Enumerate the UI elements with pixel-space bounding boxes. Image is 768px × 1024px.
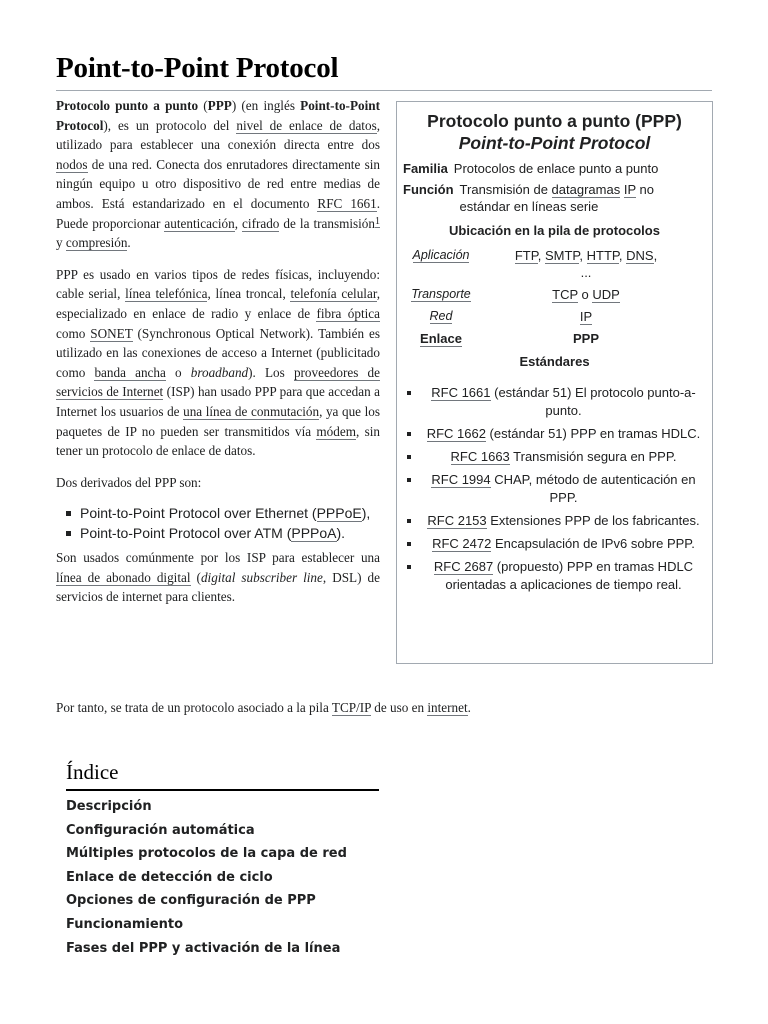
link-ip[interactable]: IP [623,182,636,197]
link-modem[interactable]: módem [316,423,356,439]
intro-paragraph [56,96,380,253]
summary-paragraph [56,698,716,717]
list-item [407,448,706,466]
infobox-funcion-row [397,181,712,215]
text: Encapsulación de IPv6 sobre PPP. [491,536,695,551]
link-rfc[interactable]: RFC 2153 [427,513,487,528]
toc-item[interactable]: Configuración automática [66,822,255,838]
text: de una red. Conecta dos enrutadores directamente sin ningún equipo u otro dispositivo de red entre medias de ambos. Está estandarizado en el documento [56,156,380,211]
list-item [407,558,706,594]
toc-list [66,795,379,960]
link-ftp[interactable]: FTP [514,248,538,263]
stack-row-application [397,247,712,281]
italic-term: broadband [190,364,249,380]
text: ) (en inglés [231,98,301,113]
text: , DSL) de servicios de internet para clientes. [56,569,380,605]
toc-item[interactable]: Descripción [66,799,152,814]
link-compresion[interactable]: compresión [65,235,128,251]
link-rfc[interactable]: RFC 2687 [433,559,494,574]
text: (ISP) han usado PPP para que accedan a Internet los usuarios de [56,384,380,419]
list-item [407,425,706,443]
toc-item[interactable]: Enlace de detección de ciclo [66,869,273,885]
isp-paragraph [56,548,380,607]
text: CHAP, método de autenticación en PPP. [490,472,696,505]
text: (Synchronous Optical Network). También es utilizado en las conexiones de acceso a Internet (publicitado como [56,325,380,380]
text: Transmisión de [459,182,552,197]
term-bold: Point-to-Point Protocol [56,98,380,133]
list-item [407,384,706,420]
link-autenticacion[interactable]: autenticación [164,215,235,231]
link-pppoe[interactable]: PPPoE [316,505,362,522]
list-item [407,512,706,530]
link-capa-aplicacion[interactable]: Aplicación [412,248,470,262]
text: ). Los [248,364,294,380]
infobox-familia-row [397,160,712,177]
link-ip-stack[interactable]: IP [579,309,593,324]
link-datagramas[interactable]: datagramas [551,182,621,197]
standards-heading: Estándares [519,354,590,369]
link-rfc[interactable]: RFC 1663 [450,449,510,464]
networks-paragraph [56,265,380,461]
term-bold: PPP [207,98,232,113]
link-cifrado[interactable]: cifrado [242,215,280,231]
table-of-contents [66,760,379,960]
text: . [467,700,471,715]
text: Por tanto, se trata de un protocolo asociado a la pila [56,700,332,715]
stack-row-link [397,330,712,347]
text: como [56,325,91,341]
link-fibra-optica[interactable]: fibra óptica [316,305,380,321]
text: , utilizado para establecer una conexión directa entre dos [56,117,380,153]
toc-item[interactable]: Múltiples protocolos de la capa de red [66,846,347,862]
layer-protocols [485,308,712,325]
link-capa-transporte[interactable]: Transporte [411,287,471,301]
text: Extensiones PPP de los fabricantes. [486,513,700,528]
infobox-subtitle: Point-to-Point Protocol [458,133,651,153]
list-item [64,524,380,542]
derivatives-intro: Dos derivados del PPP son: [56,474,202,490]
infobox-title: Protocolo punto a punto (PPP) [427,111,682,131]
standards-list [397,384,712,594]
layer-label [397,286,485,303]
text: Transmisión segura en PPP. [509,449,677,464]
term-bold: Protocolo punto a punto [56,98,199,113]
toc-title: Índice [66,760,379,791]
text: , línea troncal, [207,286,291,302]
layer-label [397,330,485,347]
layer-label [397,308,485,325]
stack-row-transport [397,286,712,303]
article-body [56,96,380,619]
layer-protocols: FTP, SMTP, HTTP, DNS, ... [514,248,658,280]
page-title: Point-to-Point Protocol [56,52,339,84]
text: , especializado en enlace de radio y enlace de [56,286,380,321]
reference-1[interactable]: 1 [375,215,380,227]
layer-protocols: PPP [572,331,599,346]
text: (propuesto) PPP en tramas HDLC orientadas a aplicaciones de tiempo real. [445,559,694,592]
link-smtp[interactable]: SMTP [544,248,580,263]
text: no estándar en líneas serie [459,182,654,214]
link-http[interactable]: HTTP [586,248,619,263]
link-tcp[interactable]: TCP [552,287,578,302]
text: de la transmisión [279,215,375,231]
title-divider [56,90,712,91]
link-pppoa[interactable]: PPPoA [291,525,337,542]
toc-item[interactable]: Opciones de configuración de PPP [66,893,316,909]
text: ). [336,525,346,542]
derivatives-list [56,504,380,542]
link-rfc[interactable]: RFC 1661 [431,385,491,400]
text: y [56,235,66,251]
text: (estándar 51) PPP en tramas HDLC. [485,426,701,441]
link-internet[interactable]: internet [427,700,468,715]
layer-label [397,247,485,281]
text: o [581,287,589,302]
list-item [407,535,706,553]
list-item [407,471,706,507]
funcion-value [460,181,706,215]
familia-label: Familia [403,161,448,176]
link-linea-conmutacion[interactable]: una línea de conmutación [183,403,320,419]
text: . Puede proporcionar [56,195,380,231]
toc-item[interactable]: Funcionamiento [66,916,184,932]
link-rfc[interactable]: RFC 1994 [431,472,491,487]
text: ), es un protocolo del [103,117,237,133]
link-rfc[interactable]: RFC 2472 [432,536,492,551]
funcion-label: Función [403,182,454,197]
text: ( [198,98,208,113]
stack-heading: Ubicación en la pila de protocolos [449,223,660,238]
protocol-stack [397,247,712,347]
link-capa-enlace[interactable]: Enlace [420,331,462,346]
familia-value: Protocolos de enlace punto a punto [453,161,659,176]
link-dns[interactable]: DNS [626,248,654,263]
text: de uso en [370,700,428,715]
link-rfc-1661[interactable]: RFC 1661 [317,195,377,211]
text: o [165,364,191,380]
text: Point-to-Point Protocol over ATM ( [80,525,292,542]
link-sonet[interactable]: SONET [90,325,133,341]
list-item [64,504,380,522]
text: , [234,215,243,231]
link-telefonia-celular[interactable]: telefonía celular [290,286,377,302]
link-tcp-ip[interactable]: TCP/IP [331,700,371,715]
text: Son usados comúnmente por los ISP para establecer una [56,550,380,566]
more-protocols: ... [580,265,592,280]
text: (estándar 51) El protocolo punto-a-punto. [490,385,696,418]
link-udp[interactable]: UDP [592,287,620,302]
text: ), [361,505,371,522]
stack-row-network [397,308,712,325]
text: , sin tener un protocolo de enlace de datos. [56,423,381,459]
link-banda-ancha[interactable]: banda ancha [94,364,166,380]
layer-protocols [485,286,712,303]
link-nodos[interactable]: nodos [56,156,88,172]
text: . [127,235,131,251]
link-rfc[interactable]: RFC 1662 [426,426,486,441]
text: Point-to-Point Protocol over Ethernet ( [80,505,317,522]
text: , ya que los paquetes de IP no pueden ser transmitidos vía [56,403,380,439]
toc-item[interactable]: Fases del PPP y activación de la línea [66,940,341,956]
link-nivel-enlace[interactable]: nivel de enlace de datos [236,117,377,133]
italic-term: digital subscriber line [200,569,323,585]
link-linea-abonado-digital[interactable]: línea de abonado digital [56,569,191,585]
text: PPP es usado en varios tipos de redes físicas, incluyendo: cable serial, [56,266,380,302]
text: ( [190,569,201,585]
link-proveedores-isp[interactable]: proveedores de servicios de Internet [56,364,380,400]
infobox [396,101,713,664]
link-linea-telefonica[interactable]: línea telefónica [125,286,208,302]
link-capa-red[interactable]: Red [429,309,453,323]
